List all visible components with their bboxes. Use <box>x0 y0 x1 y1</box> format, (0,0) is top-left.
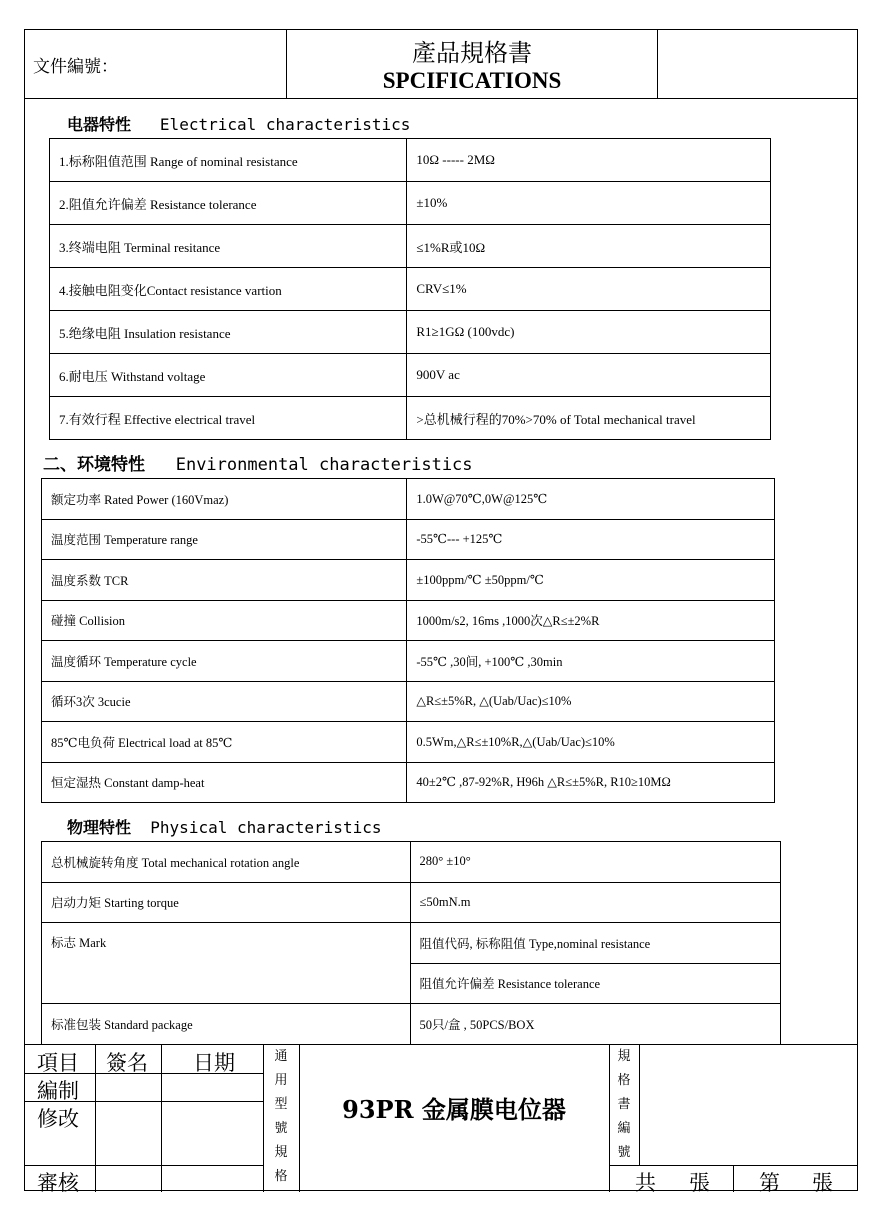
spec-value: -55℃ ,30间, +100℃ ,30min <box>407 641 775 682</box>
table-row <box>42 882 781 923</box>
environmental-table <box>41 478 775 803</box>
spec-value: 900V ac <box>407 354 771 397</box>
spec-value: R1≥1GΩ (100vdc) <box>407 311 771 354</box>
section-physical-title-en: Physical characteristics <box>150 818 382 837</box>
spec-label: 循环3次 3cucie <box>42 681 407 722</box>
section-electrical-title-cn: 电器特性 <box>67 115 132 134</box>
spec-value: -55℃--- +125℃ <box>407 519 775 560</box>
spec-label: 标志 Mark <box>42 923 411 1004</box>
spec-value: CRV≤1% <box>407 268 771 311</box>
table-row <box>42 641 775 682</box>
row-review-label: 審核 <box>37 1171 79 1195</box>
section-environmental-title <box>43 450 473 475</box>
total-label: 共 <box>635 1171 656 1195</box>
spec-label: 温度范围 Temperature range <box>42 519 407 560</box>
spec-value: ±10% <box>407 182 771 225</box>
table-row <box>50 182 771 225</box>
approval-block <box>25 1044 857 1195</box>
spec-label: 7.有效行程 Effective electrical travel <box>50 397 407 440</box>
title-chinese: 產品規格書 <box>412 39 532 67</box>
table-row <box>42 762 775 803</box>
spec-value: 阻值代码, 标称阻值 Type,nominal resistance <box>410 923 780 964</box>
table-row <box>42 560 775 601</box>
section-electrical-title-en: Electrical characteristics <box>159 115 411 134</box>
spec-value: 阻值允许偏差 Resistance tolerance <box>410 963 780 1004</box>
table-row <box>42 923 781 964</box>
spec-label: 温度系数 TCR <box>42 560 407 601</box>
row-make-label: 編制 <box>37 1079 79 1103</box>
spec-label: 温度循环 Temperature cycle <box>42 641 407 682</box>
spec-label: 2.阻值允许偏差 Resistance tolerance <box>50 182 407 225</box>
col-sign-header: 簽名 <box>106 1051 148 1075</box>
table-row <box>42 681 775 722</box>
spec-value: >总机械行程的70%>70% of Total mechanical travel <box>407 397 771 440</box>
table-row <box>50 354 771 397</box>
spec-label: 启动力矩 Starting torque <box>42 882 411 923</box>
table-row <box>50 225 771 268</box>
table-row <box>50 311 771 354</box>
product-name: 93PR 金属膜电位器 <box>342 1095 566 1124</box>
spec-value: 10Ω ----- 2MΩ <box>407 139 771 182</box>
spec-label: 碰撞 Collision <box>42 600 407 641</box>
table-row <box>42 1004 781 1045</box>
model-spec-label: 通 用 型 號 規 格 <box>274 1049 288 1184</box>
spec-value: 50只/盒 , 50PCS/BOX <box>410 1004 780 1045</box>
table-row <box>42 519 775 560</box>
title-english: SPCIFICATIONS <box>382 68 562 93</box>
doc-number-cell <box>25 30 287 98</box>
spec-value: 1000m/s2, 16ms ,1000次△R≤±2%R <box>407 600 775 641</box>
section-physical-title-cn: 物理特性 <box>67 818 132 837</box>
title-cell <box>287 30 658 98</box>
spec-label: 5.绝缘电阻 Insulation resistance <box>50 311 407 354</box>
table-row <box>42 479 775 520</box>
spec-value: 40±2℃ ,87-92%R, H96h △R≤±5%R, R10≥10MΩ <box>407 762 775 803</box>
spec-value: ≤50mN.m <box>410 882 780 923</box>
spec-label: 4.接触电阻变化Contact resistance vartion <box>50 268 407 311</box>
page-sheets-label: 張 <box>812 1171 833 1195</box>
section-physical-title <box>67 815 381 838</box>
header-blank-cell <box>658 30 857 98</box>
col-item-header: 項目 <box>37 1051 79 1075</box>
row-modify-label: 修改 <box>37 1107 79 1131</box>
table-row <box>50 397 771 440</box>
physical-table <box>41 841 781 1045</box>
spec-label: 标准包装 Standard package <box>42 1004 411 1045</box>
spec-value: 280° ±10° <box>410 842 780 883</box>
table-row <box>42 722 775 763</box>
section-environmental-title-cn: 二、环境特性 <box>43 455 145 475</box>
doc-number-label: 文件編號： <box>33 57 118 77</box>
spec-value: ≤1%R或10Ω <box>407 225 771 268</box>
spec-value: △R≤±5%R, △(Uab/Uac)≤10% <box>407 681 775 722</box>
spec-label: 恒定湿热 Constant damp-heat <box>42 762 407 803</box>
spec-label: 额定功率 Rated Power (160Vmaz) <box>42 479 407 520</box>
page-label: 第 <box>759 1171 780 1195</box>
section-electrical-title <box>67 112 410 135</box>
spec-label: 85℃电负荷 Electrical load at 85℃ <box>42 722 407 763</box>
table-row <box>50 139 771 182</box>
spec-label: 6.耐电压 Withstand voltage <box>50 354 407 397</box>
col-date-header: 日期 <box>193 1051 235 1075</box>
spec-label: 总机械旋转角度 Total mechanical rotation angle <box>42 842 411 883</box>
electrical-table <box>49 138 771 440</box>
table-row <box>42 842 781 883</box>
spec-value: 0.5Wm,△R≤±10%R,△(Uab/Uac)≤10% <box>407 722 775 763</box>
spec-value: 1.0W@70℃,0W@125℃ <box>407 479 775 520</box>
total-sheets-label: 張 <box>689 1171 710 1195</box>
table-row <box>50 268 771 311</box>
document-header <box>25 30 857 99</box>
spec-label: 1.标称阻值范围 Range of nominal resistance <box>50 139 407 182</box>
section-environmental-title-en: Environmental characteristics <box>175 455 473 475</box>
spec-sheet <box>24 29 858 1195</box>
spec-value: ±100ppm/℃ ±50ppm/℃ <box>407 560 775 601</box>
spec-number-label: 規 格 書 編 號 <box>617 1049 631 1160</box>
spec-label: 3.终端电阻 Terminal resitance <box>50 225 407 268</box>
table-row <box>42 600 775 641</box>
